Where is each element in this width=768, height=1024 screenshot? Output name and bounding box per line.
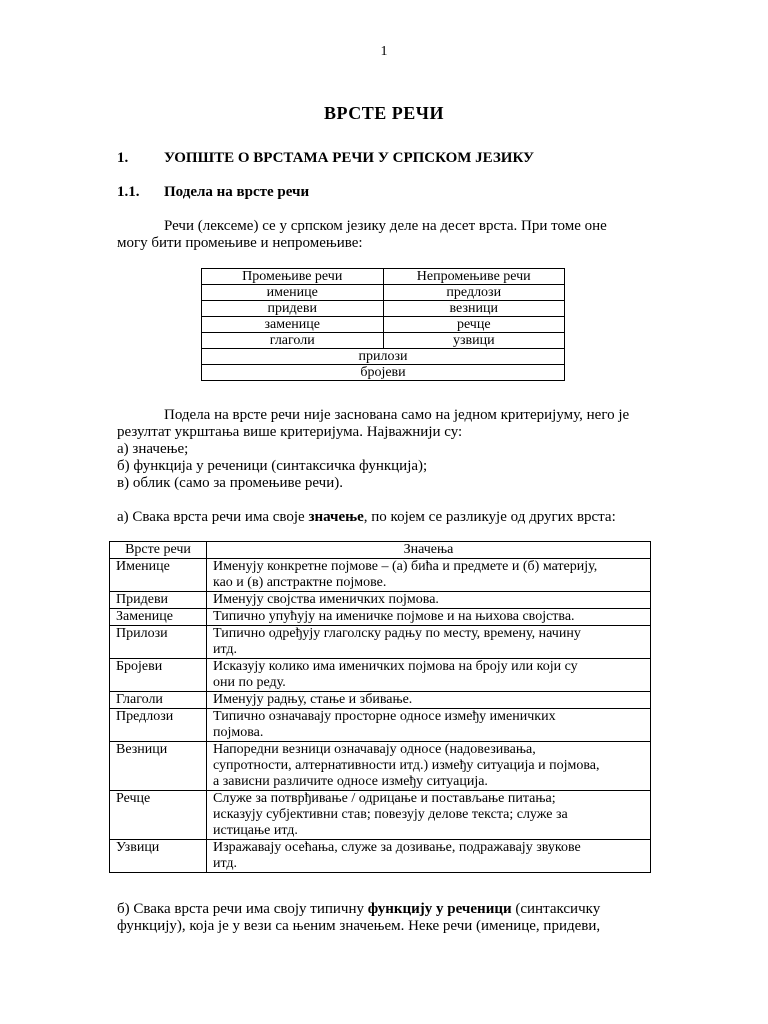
table-cell: придеви (202, 301, 384, 317)
table-header: Значења (207, 542, 651, 559)
word-class-meaning (207, 742, 651, 791)
table-cell: именице (202, 285, 384, 301)
meaning-line: Напоредни везници означавају односе (надовезивања, (213, 742, 536, 757)
word-class-meaning (207, 659, 651, 692)
word-class-meaning (207, 791, 651, 840)
criteria-line: Подела на врсте речи није заснована само на једном критеријуму, него је (164, 407, 630, 423)
table-cell-span: бројеви (202, 365, 565, 381)
table-cell: везници (383, 301, 565, 317)
word-class-meaning (207, 609, 651, 626)
word-class-name: Именице (110, 559, 207, 592)
function-keyword: функцију у реченици (367, 901, 512, 917)
intro-line: могу бити промењиве и непромењиве: (117, 235, 363, 251)
meaning-line: Именују својства именичких појмова. (213, 592, 439, 607)
table-cell: глаголи (202, 333, 384, 349)
meaning-line: Исказују колико има именичких појмова на броју или који су (213, 659, 578, 674)
criteria-item: в) облик (само за промењиве речи). (117, 475, 343, 491)
table-header: Непромењиве речи (383, 269, 565, 285)
page-number: 1 (380, 44, 388, 59)
criteria-line: резултат укрштања више критеријума. Најважнији су: (117, 424, 463, 440)
subsection-heading (117, 184, 309, 201)
meaning-line: Именују радњу, стање и збивање. (213, 692, 413, 707)
word-class-meaning (207, 709, 651, 742)
meaning-intro-text: а) Свака врста речи има своје (117, 509, 309, 525)
table-cell: предлози (383, 285, 565, 301)
meaning-line: а зависни различите односе између ситуација. (213, 774, 488, 789)
function-paragraph (117, 901, 657, 935)
meaning-line: итд. (213, 856, 238, 871)
function-text: (синтаксичку (511, 901, 601, 917)
word-class-name: Речце (110, 791, 207, 840)
word-class-name: Везници (110, 742, 207, 791)
meaning-line: они по реду. (213, 675, 286, 690)
table-cell: заменице (202, 317, 384, 333)
section-heading (117, 150, 534, 167)
table-cell: речце (383, 317, 565, 333)
meaning-line: исказују субјективни став; повезују делове текста; служе за (213, 807, 568, 822)
meaning-line: Типично упућују на именичке појмове и на њихова својства. (213, 609, 575, 624)
table-header: Врсте речи (110, 542, 207, 559)
criteria-item: а) значење; (117, 441, 189, 457)
word-class-meaning (207, 840, 651, 873)
meaning-line: супротности, алтернативности итд.) између ситуација и појмова, (213, 758, 600, 773)
word-class-name: Прилози (110, 626, 207, 659)
meaning-line: Служе за потврђивање / одрицање и постављање питања; (213, 791, 556, 806)
subsection-title: Подела на врсте речи (164, 184, 310, 200)
section-title: УОПШТЕ О ВРСТАМА РЕЧИ У СРПСКОМ ЈЕЗИКУ (164, 150, 535, 166)
table-cell-span: прилози (202, 349, 565, 365)
meaning-line: Типично одређују глаголску радњу по месту, времену, начину (213, 626, 581, 641)
meaning-keyword: значење (308, 509, 364, 525)
subsection-number: 1.1. (117, 184, 140, 200)
intro-paragraph (117, 218, 657, 252)
word-class-meaning (207, 692, 651, 709)
word-class-name: Предлози (110, 709, 207, 742)
criteria-paragraph (117, 407, 657, 492)
meaning-line: итд. (213, 642, 238, 657)
document-title: ВРСТЕ РЕЧИ (324, 103, 444, 123)
word-class-name: Глаголи (110, 692, 207, 709)
meaning-line: појмова. (213, 725, 264, 740)
word-class-meaning (207, 626, 651, 659)
meaning-line: истицање итд. (213, 823, 298, 838)
meaning-line: Именују конкретне појмове – (а) бића и предмете и (б) материју, (213, 559, 598, 574)
table-header: Промењиве речи (202, 269, 384, 285)
word-class-name: Узвици (110, 840, 207, 873)
meaning-line: као и (в) апстрактне појмове. (213, 575, 387, 590)
word-class-name: Придеви (110, 592, 207, 609)
word-class-meaning (207, 592, 651, 609)
criteria-item: б) функција у реченици (синтаксичка функција); (117, 458, 428, 474)
meaning-line: Изражавају осећања, служе за дозивање, подражавају звукове (213, 840, 581, 855)
function-text: б) Свака врста речи има своју типичну (117, 901, 368, 917)
meanings-table (109, 541, 651, 873)
word-class-meaning (207, 559, 651, 592)
function-line: функцију), која је у вези са њеним значењем. Неке речи (именице, придеви, (117, 918, 601, 934)
meaning-line: Типично означавају просторне односе између именичких (213, 709, 556, 724)
intro-line: Речи (лексеме) се у српском језику деле на десет врста. При томе оне (164, 218, 607, 234)
meaning-intro-text: , по којем се разликује од других врста: (363, 509, 616, 525)
meaning-intro (117, 509, 657, 526)
word-class-name: Бројеви (110, 659, 207, 692)
word-classes-table (201, 268, 565, 381)
table-cell: узвици (383, 333, 565, 349)
section-number: 1. (117, 150, 129, 166)
word-class-name: Заменице (110, 609, 207, 626)
